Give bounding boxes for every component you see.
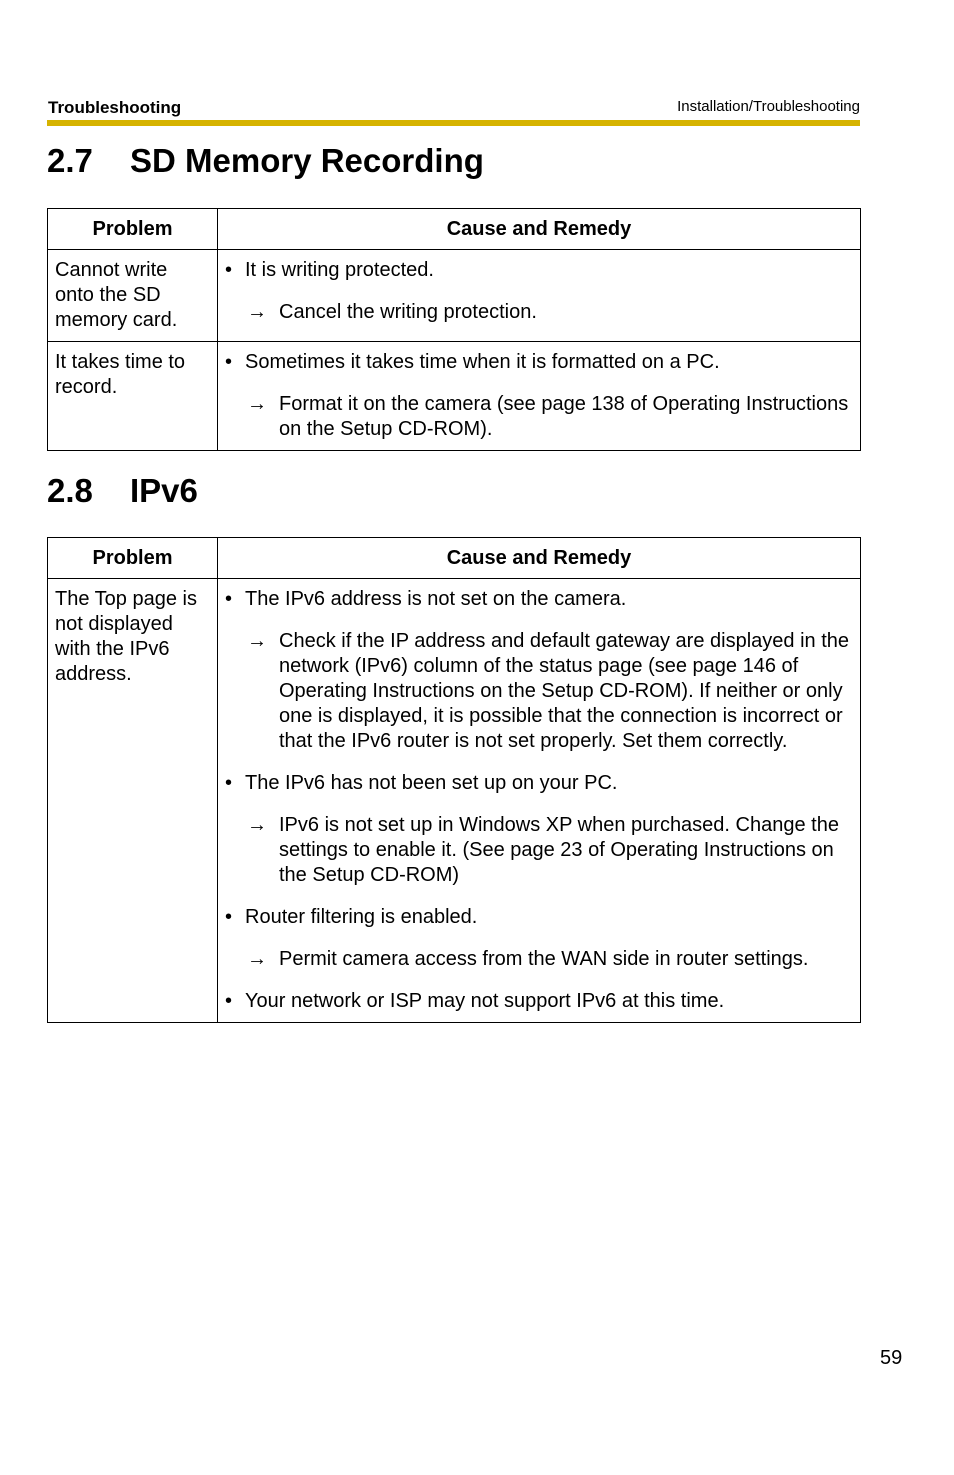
- remedy-text: Permit camera access from the WAN side in router settings.: [279, 948, 809, 970]
- section-title-text: IPv6: [130, 472, 198, 509]
- remedy-text: Check if the IP address and default gateway are displayed in the network (IPv6) column of the status page (see page 146 of Operating Instructions on the Setup CD-ROM). If neither or only one is displayed, it is possible that the connection is incorrect or that the IPv6 router is not set properly. Set them correctly.: [279, 630, 849, 752]
- cause-item: [225, 989, 856, 1014]
- remedy-text: Cancel the writing protection.: [279, 301, 537, 323]
- col-header-problem: Problem: [48, 538, 218, 579]
- section-number: 2.8: [47, 472, 93, 509]
- arrow-right-icon: →: [247, 814, 267, 836]
- remedy-item: [225, 300, 856, 325]
- remedy-text: IPv6 is not set up in Windows XP when purchased. Change the settings to enable it. (See page 23 of Operating Instructions on the Setup CD-ROM): [279, 814, 839, 886]
- header-chapter: Troubleshooting: [48, 98, 182, 117]
- sd-memory-table: [47, 208, 861, 451]
- remedy-cell: [218, 579, 861, 1023]
- section-title-sd-memory: [47, 142, 484, 180]
- table-row: [48, 342, 861, 451]
- table-header-row: [48, 538, 861, 579]
- cause-item: [225, 771, 856, 796]
- header-section: Installation/Troubleshooting: [677, 98, 860, 115]
- section-number: 2.7: [47, 142, 93, 179]
- cause-text: The IPv6 has not been set up on your PC.: [245, 772, 618, 794]
- bullet-icon: •: [225, 990, 233, 1012]
- remedy-item: [225, 947, 856, 972]
- arrow-right-icon: →: [247, 393, 267, 415]
- page-header: [47, 96, 860, 128]
- remedy-cell: [218, 342, 861, 451]
- problem-cell: It takes time to record.: [48, 342, 218, 451]
- header-rule: [47, 120, 860, 126]
- cause-text: The IPv6 address is not set on the camera.: [245, 588, 627, 610]
- problem-cell: The Top page is not displayed with the IPv6 address.: [48, 579, 218, 1023]
- cause-item: [225, 350, 856, 375]
- table-header-row: [48, 209, 861, 250]
- remedy-cell: [218, 250, 861, 342]
- bullet-icon: •: [225, 351, 233, 373]
- cause-text: Sometimes it takes time when it is formatted on a PC.: [245, 351, 720, 373]
- section-title-text: SD Memory Recording: [130, 142, 484, 179]
- arrow-right-icon: →: [247, 630, 267, 652]
- bullet-icon: •: [225, 906, 233, 928]
- page-number: 59: [880, 1347, 903, 1369]
- cause-item: [225, 258, 856, 283]
- cause-text: Your network or ISP may not support IPv6 at this time.: [245, 990, 725, 1012]
- bullet-icon: •: [225, 259, 233, 281]
- problem-cell: Cannot write onto the SD memory card.: [48, 250, 218, 342]
- cause-text: Router filtering is enabled.: [245, 906, 478, 928]
- col-header-remedy: Cause and Remedy: [218, 538, 861, 579]
- arrow-right-icon: →: [247, 301, 267, 323]
- cause-item: [225, 587, 856, 612]
- cause-item: [225, 905, 856, 930]
- arrow-right-icon: →: [247, 948, 267, 970]
- bullet-icon: •: [225, 772, 233, 794]
- ipv6-table: [47, 537, 861, 1023]
- section-title-ipv6: [47, 472, 198, 510]
- remedy-item: [225, 392, 856, 442]
- cause-text: It is writing protected.: [245, 259, 434, 281]
- col-header-remedy: Cause and Remedy: [218, 209, 861, 250]
- remedy-item: [225, 813, 856, 888]
- bullet-icon: •: [225, 588, 233, 610]
- table-row: [48, 579, 861, 1023]
- remedy-item: [225, 629, 856, 754]
- col-header-problem: Problem: [48, 209, 218, 250]
- remedy-text: Format it on the camera (see page 138 of Operating Instructions on the Setup CD-ROM).: [279, 393, 849, 440]
- table-row: [48, 250, 861, 342]
